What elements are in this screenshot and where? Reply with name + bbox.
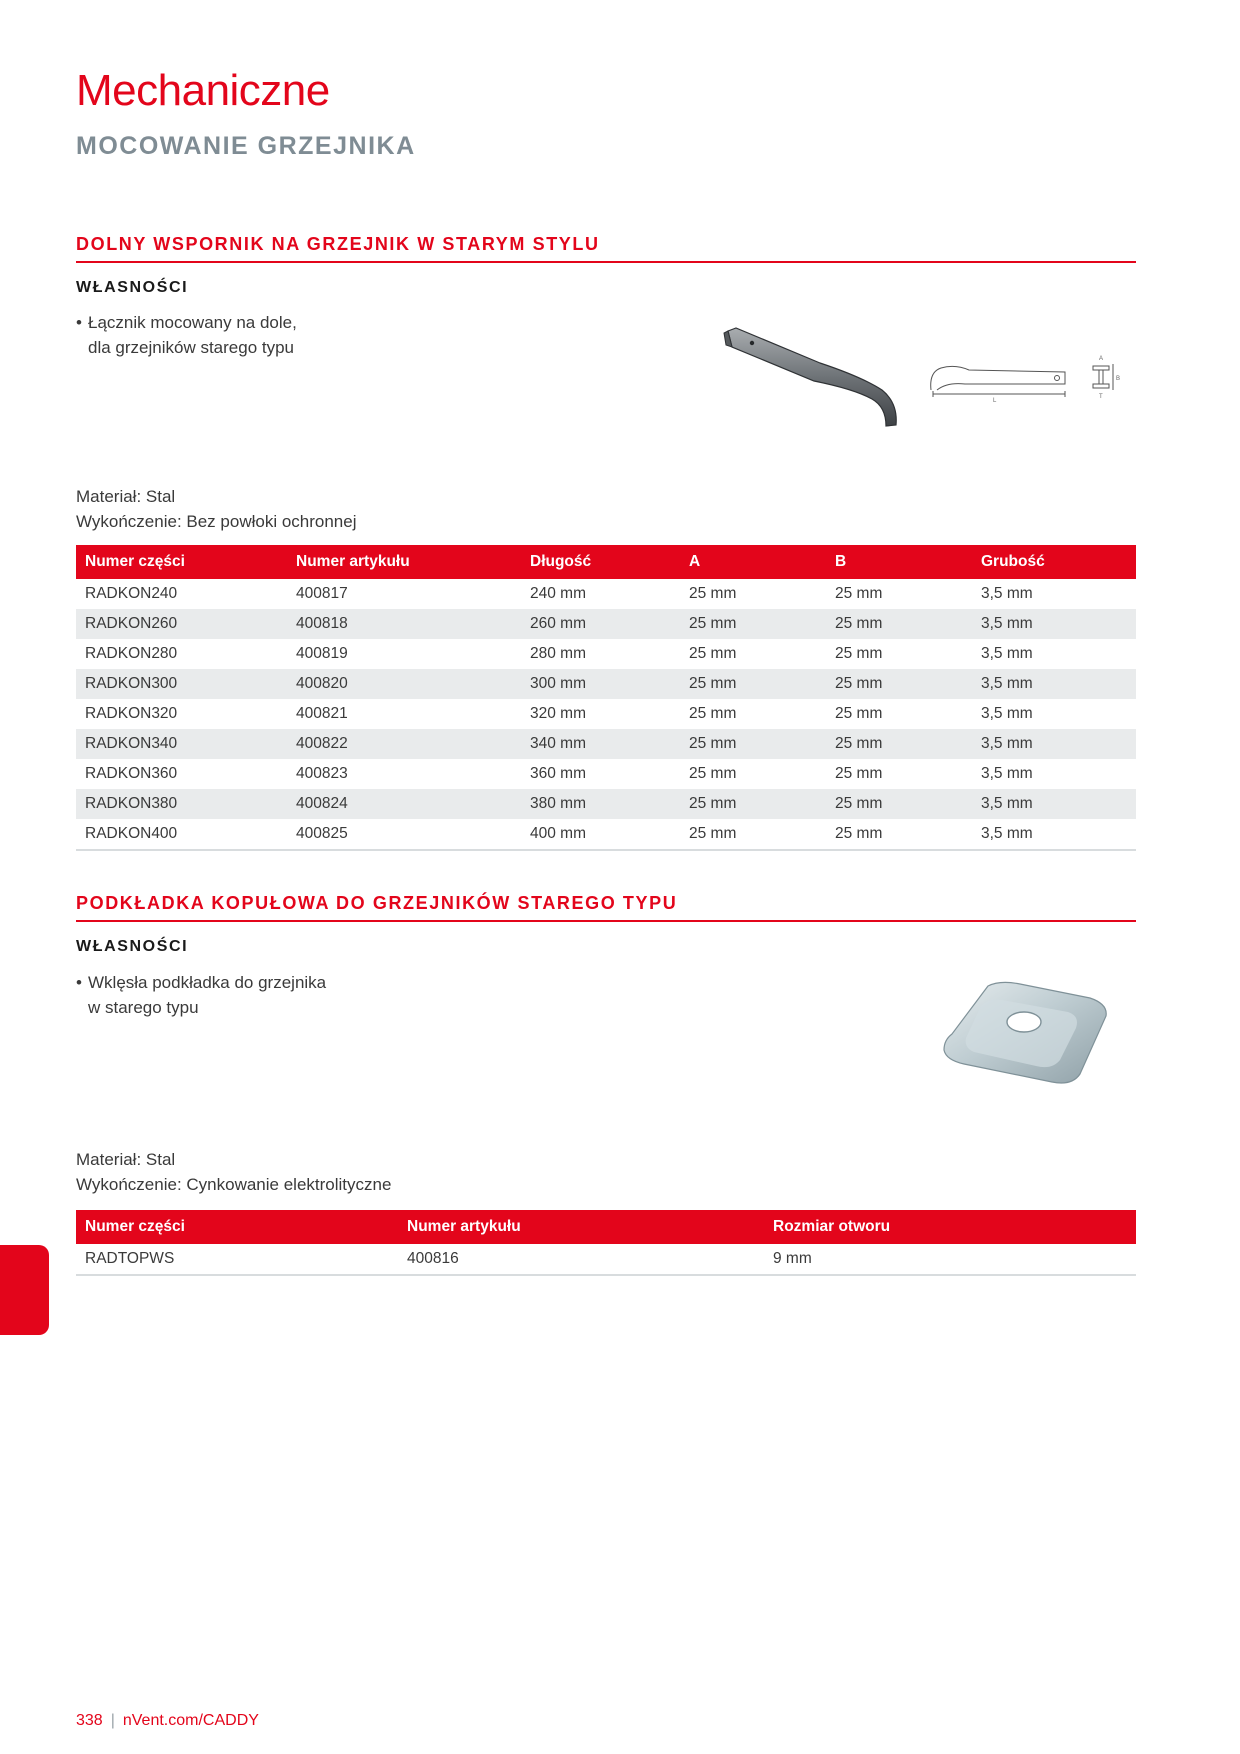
column-header: A [680,545,826,579]
table-header-row [76,545,1136,579]
table-cell: 3,5 mm [981,645,1033,662]
table-cell: 25 mm [680,819,826,850]
column-header: Numer części [76,545,287,579]
column-header: Numer części [76,1210,398,1244]
table-cell: 400822 [287,729,521,759]
table-cell: 400820 [287,669,521,699]
column-header: Długość [521,545,680,579]
table-row [76,789,1136,819]
material-text: Materiał: Stal [76,1150,176,1169]
table-row [76,1244,1136,1275]
table-cell: 280 mm [530,645,586,662]
table-cell: RADKON260 [76,609,287,639]
table-cell: 400824 [287,789,521,819]
table-cell: 380 mm [521,789,680,819]
table-cell: 25 mm [680,729,826,759]
table-cell: 9 mm [764,1244,1136,1275]
material-info [76,1147,391,1197]
spec-table-bracket [76,545,1136,851]
page-title: Mechaniczne [76,66,330,115]
table-cell: RADTOPWS [76,1244,398,1275]
table-cell: 3,5 mm [972,819,1136,850]
table-cell: 25 mm [680,609,826,639]
finish-text: Wykończenie: Cynkowanie elektrolityczne [76,1175,392,1194]
table-row [76,669,1136,699]
table-cell: 400 mm [521,819,680,850]
table-cell: 3,5 mm [972,669,1136,699]
bullet-line: dla grzejników starego typu [88,338,295,357]
table-cell: 340 mm [521,729,680,759]
bullet-line: w starego typu [88,998,199,1017]
table-cell: 25 mm [826,669,972,699]
table-cell: 25 mm [826,609,972,639]
table-cell: 240 mm [530,585,586,602]
table-row [76,579,1136,609]
feature-bullet [76,970,326,1020]
table-cell: RADKON360 [85,765,178,782]
table-cell: RADKON400 [76,819,287,850]
table-cell: 25 mm [689,585,737,602]
table-cell: 400816 [398,1244,764,1275]
table-cell: 3,5 mm [981,585,1033,602]
table-cell: 3,5 mm [981,705,1033,722]
properties-label: WŁASNOŚCI [76,279,189,296]
table-cell: 25 mm [689,705,737,722]
table-cell: RADKON340 [76,729,287,759]
table-row [76,699,1136,729]
table-cell: 400823 [296,765,348,782]
table-cell: 360 mm [530,765,586,782]
bullet-dot: • [76,313,82,332]
table-cell: 25 mm [826,789,972,819]
table-cell: 3,5 mm [972,609,1136,639]
table-cell: 320 mm [530,705,586,722]
bullet-dot: • [76,973,82,992]
feature-bullet [76,310,297,360]
section-rule [76,920,1136,922]
spec-table-washer [76,1210,1136,1276]
material-info [76,484,357,534]
material-text: Materiał: Stal [76,487,176,506]
table-cell: RADKON240 [85,585,178,602]
table-cell: 400819 [296,645,348,662]
table-cell: 400825 [287,819,521,850]
table-cell: 400818 [287,609,521,639]
table-cell: RADKON300 [76,669,287,699]
washer-photo [940,978,1112,1090]
table-cell: RADKON320 [85,705,178,722]
table-cell: 3,5 mm [972,789,1136,819]
section-rule [76,261,1136,263]
column-header: Rozmiar otworu [764,1210,1136,1244]
dimension-label-t: T [1099,394,1103,400]
table-cell: 25 mm [826,819,972,850]
table-cell: 25 mm [826,729,972,759]
dimension-label-b: B [1116,376,1121,382]
table-cell: 300 mm [521,669,680,699]
table-cell: 25 mm [835,765,883,782]
page-footer [76,1712,259,1730]
bullet-line: Łącznik mocowany na dole, [88,313,297,332]
table-cell: 260 mm [521,609,680,639]
table-row [76,639,1136,669]
table-cell: 25 mm [689,765,737,782]
table-row [76,759,1136,789]
page-number: 338 [76,1712,103,1729]
column-header: Numer artykułu [398,1210,764,1244]
bracket-drawing [925,350,1130,402]
bracket-photo [722,325,904,430]
dimension-label-a: A [1099,356,1104,362]
finish-text: Wykończenie: Bez powłoki ochronnej [76,512,357,531]
column-header: Numer artykułu [287,545,521,579]
table-cell: 25 mm [835,705,883,722]
table-cell: 25 mm [680,669,826,699]
footer-link[interactable]: nVent.com/CADDY [122,1712,259,1729]
table-row [76,819,1136,850]
table-cell: 25 mm [835,645,883,662]
table-cell: RADKON280 [85,645,178,662]
table-cell: 25 mm [680,789,826,819]
bullet-line: Wklęsła podkładka do grzejnika [88,973,327,992]
column-header: B [826,545,972,579]
table-header-row [76,1210,1136,1244]
section-title-washer: PODKŁADKA KOPUŁOWA DO GRZEJNIKÓW STAREGO TYPU [76,893,678,913]
footer-separator: | [110,1712,115,1729]
table-row [76,729,1136,759]
table-cell: 25 mm [835,585,883,602]
page-subtitle: MOCOWANIE GRZEJNIKA [76,132,416,160]
dimension-label-l: L [993,398,997,402]
section-title-bracket: DOLNY WSPORNIK NA GRZEJNIK W STARYM STYLU [76,234,600,254]
properties-label: WŁASNOŚCI [76,938,189,955]
chapter-side-tab [0,1245,49,1335]
table-cell: 3,5 mm [972,729,1136,759]
table-cell: 400821 [296,705,348,722]
table-cell: 3,5 mm [981,765,1033,782]
table-cell: 25 mm [689,645,737,662]
table-row [76,609,1136,639]
table-cell: RADKON380 [76,789,287,819]
table-cell: 400817 [296,585,348,602]
column-header: Grubość [972,545,1136,579]
